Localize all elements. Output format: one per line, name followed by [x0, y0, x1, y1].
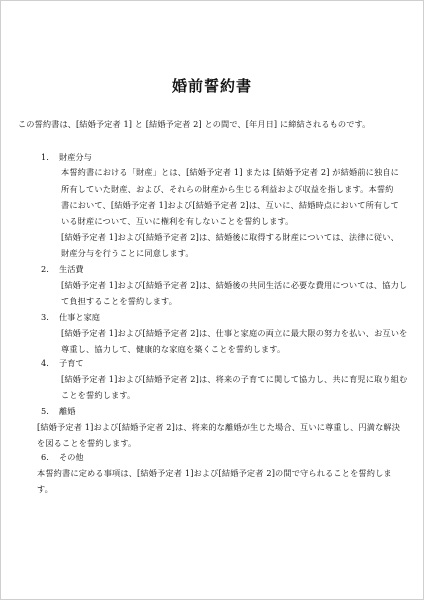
section-1-line: いる財産について、互いに権利を有しないことを誓約します。: [61, 216, 294, 226]
section-heading-5: [41, 406, 75, 417]
section-3-line: [結婚予定者 1]および[結婚予定者 2]は、仕事と家庭の両立に最大限の努力を払い、お互いを: [61, 328, 408, 338]
section-title: 仕事と家庭: [59, 312, 100, 322]
section-3-line: 尊重し、協力して、健康的な家庭を築くことを誓約します。: [61, 344, 286, 354]
section-6-line: す。: [37, 484, 54, 494]
section-1-line: 財産分与を行うことに同意します。: [61, 248, 194, 258]
section-2-line: て負担することを誓約します。: [61, 296, 178, 306]
section-6-line: 本誓約書に定める事項は、[結婚予定者 1]および[結婚予定者 2]の間で守られることを誓約しま: [37, 468, 392, 478]
section-1-line: 書において、[結婚予定者 1]および[結婚予定者 2]は、互いに、結婚時点において所有して: [61, 200, 399, 210]
section-heading-3: [41, 312, 100, 323]
section-number: 6.: [41, 452, 49, 462]
section-heading-4: [41, 358, 84, 369]
intro-paragraph: この誓約書は、[結婚予定者 1] と [結婚予定者 2] との間で、[年月日] に締結されるものです。: [18, 119, 371, 129]
section-number: 4.: [41, 358, 49, 368]
section-title: 財産分与: [59, 152, 92, 162]
section-1-line: 本誓約書における「財産」とは、[結婚予定者 1] または [結婚予定者 2] が結婚前に独自に: [61, 167, 400, 177]
section-5-line: [結婚予定者 1]および[結婚予定者 2]は、将来的な離婚が生じた場合、互いに尊重し、円満な解決: [37, 422, 401, 432]
section-heading-6: [41, 452, 84, 463]
section-number: 1.: [41, 152, 49, 162]
section-heading-2: [41, 264, 84, 275]
section-1-line: 所有していた財産、および、それらの財産から生じる利益および収益を指します。本誓約: [61, 184, 394, 194]
section-number: 5.: [41, 406, 49, 416]
section-title: その他: [59, 452, 84, 462]
section-4-line: [結婚予定者 1]および[結婚予定者 2]は、将来の子育てに関して協力し、共に育児に取り組む: [61, 374, 408, 384]
section-title: 生活費: [59, 264, 84, 274]
section-4-line: ことを誓約します。: [61, 390, 136, 400]
section-number: 3.: [41, 312, 49, 322]
document-title: 婚前誓約書: [171, 77, 252, 95]
section-heading-1: [41, 152, 92, 163]
section-1-line: [結婚予定者 1]および[結婚予定者 2]は、結婚後に取得する財産については、法律に従い、: [61, 232, 399, 242]
section-2-line: [結婚予定者 1]および[結婚予定者 2]は、結婚後の共同生活に必要な費用については、協力し: [61, 280, 408, 290]
section-5-line: を図ることを誓約します。: [37, 438, 137, 448]
section-number: 2.: [41, 264, 49, 274]
section-title: 離婚: [59, 406, 76, 416]
section-title: 子育て: [59, 358, 84, 368]
